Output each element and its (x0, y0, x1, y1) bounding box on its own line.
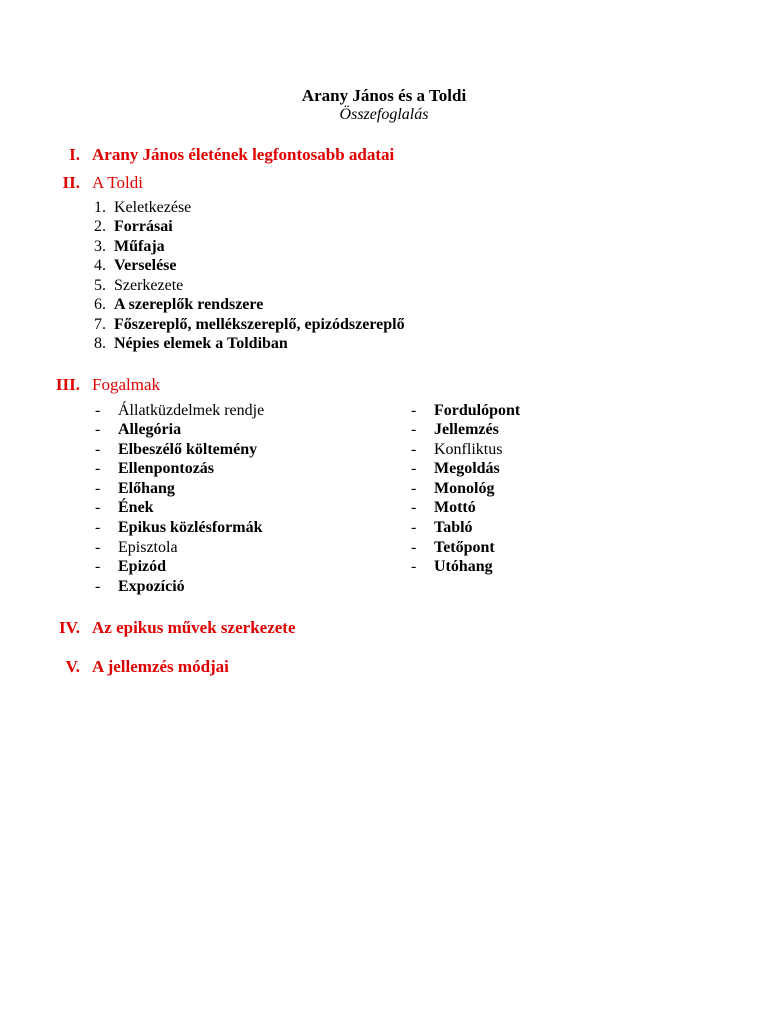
term-item: Ének (118, 499, 154, 516)
list-item: Szerkezete (114, 277, 184, 294)
dash-bullet: - (95, 578, 101, 595)
term-item: Mottó (434, 499, 476, 516)
list-item: Főszereplő, mellékszereplő, epizódszereplő (114, 316, 405, 333)
section-2-title: A Toldi (92, 173, 143, 192)
term-item: Megoldás (434, 460, 500, 477)
dash-bullet: - (95, 539, 101, 556)
list-item-number: 5. (94, 277, 106, 294)
term-item: Epikus közlésformák (118, 519, 263, 536)
section-2-number: II. (62, 173, 80, 192)
term-item: Előhang (118, 480, 175, 497)
document-subtitle: Összefoglalás (339, 106, 429, 123)
section-4-number: IV. (59, 618, 80, 637)
list-item: Műfaja (114, 238, 165, 255)
list-item: Népies elemek a Toldiban (114, 335, 288, 352)
list-item-number: 3. (94, 238, 106, 255)
section-4-title: Az epikus művek szerkezete (92, 618, 296, 637)
dash-bullet: - (411, 519, 417, 536)
dash-bullet: - (95, 421, 101, 438)
dash-bullet: - (411, 558, 417, 575)
section-5-number: V. (65, 657, 80, 676)
section-3-title: Fogalmak (92, 375, 160, 394)
section-5-title: A jellemzés módjai (92, 657, 229, 676)
dash-bullet: - (411, 499, 417, 516)
dash-bullet: - (95, 441, 101, 458)
dash-bullet: - (95, 460, 101, 477)
term-item: Utóhang (434, 558, 493, 575)
list-item-number: 8. (94, 335, 106, 352)
term-item: Tabló (434, 519, 473, 536)
list-item-number: 6. (94, 296, 106, 313)
dash-bullet: - (411, 421, 417, 438)
list-item-number: 1. (94, 199, 106, 216)
dash-bullet: - (95, 558, 101, 575)
section-3-number: III. (55, 375, 80, 394)
term-item: Állatküzdelmek rendje (118, 402, 265, 419)
term-item: Elbeszélő költemény (118, 441, 258, 458)
list-item: Verselése (114, 257, 177, 274)
term-item: Tetőpont (434, 539, 495, 556)
dash-bullet: - (411, 460, 417, 477)
term-item: Episztola (118, 539, 178, 556)
term-item: Allegória (118, 421, 182, 438)
term-item: Konfliktus (434, 441, 503, 458)
dash-bullet: - (95, 519, 101, 536)
term-item: Epizód (118, 558, 167, 575)
list-item-number: 7. (94, 316, 106, 333)
term-item: Ellenpontozás (118, 460, 215, 477)
term-item: Monológ (434, 480, 495, 497)
section-1-number: I. (69, 145, 80, 164)
list-item: A szereplők rendszere (114, 296, 264, 313)
document-title: Arany János és a Toldi (301, 86, 467, 105)
list-item-number: 2. (94, 218, 106, 235)
dash-bullet: - (411, 441, 417, 458)
list-item: Keletkezése (114, 199, 192, 216)
term-item: Expozíció (118, 578, 185, 595)
list-item: Forrásai (114, 218, 173, 235)
term-item: Jellemzés (434, 421, 499, 438)
list-item-number: 4. (94, 257, 106, 274)
dash-bullet: - (95, 480, 101, 497)
dash-bullet: - (411, 480, 417, 497)
dash-bullet: - (411, 539, 417, 556)
term-item: Fordulópont (434, 402, 521, 419)
dash-bullet: - (95, 499, 101, 516)
dash-bullet: - (411, 402, 417, 419)
section-1-title: Arany János életének legfontosabb adatai (92, 145, 395, 164)
dash-bullet: - (95, 402, 101, 419)
